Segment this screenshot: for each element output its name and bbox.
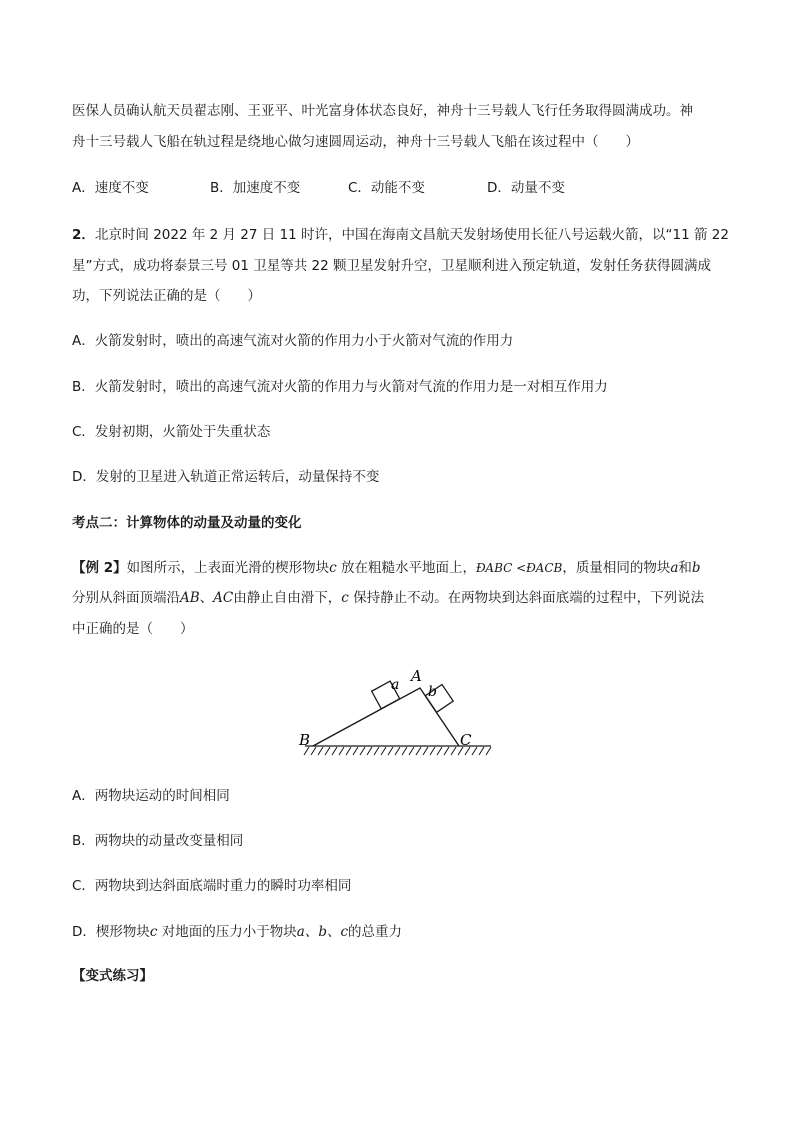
block-a-label: a [391, 677, 400, 693]
q2-option-a: A．火箭发射时，喷出的高速气流对火箭的作用力小于火箭对气流的作用力 [72, 333, 514, 349]
example2-text: 保持静止不动。在两物块到达斜面底端的过程中，下列说法 [353, 590, 705, 606]
example2-text: 分别从斜面顶端沿 [72, 590, 180, 606]
example2-text: 、 [199, 590, 214, 606]
vars-abc: a、b、c [296, 924, 349, 940]
example2-line-2 [72, 588, 704, 608]
var-c: c [149, 924, 158, 940]
vertex-c-label: C [460, 731, 472, 749]
q2-text-line-3: 功，下列说法正确的是（ ） [72, 288, 261, 304]
var-c: c [341, 590, 349, 606]
example2-line-3: 中正确的是（ ） [72, 621, 194, 637]
q1-text-line-1: 医保人员确认航天员翟志刚、王亚平、叶光富身体状态良好，神舟十三号载人飞行任务取得圆满成功。神 [72, 103, 693, 119]
example2-text: 和 [678, 560, 692, 576]
example-tag: 【例 2】 [72, 560, 127, 576]
var-b: b [691, 560, 701, 576]
segment-ab: AB [180, 590, 200, 606]
var-a: a [670, 560, 679, 576]
q2-text-line-2: 星”方式，成功将泰景三号 01 卫星等共 22 颗卫星发射升空，卫星顺利进入预定轨道，发射任务获得圆满成 [72, 258, 712, 274]
q1-option-a: A．速度不变 [72, 180, 149, 196]
block-b-label: b [428, 684, 437, 700]
vertex-a-label: A [411, 667, 422, 685]
option-d-text: D．楔形物块 [72, 924, 150, 940]
q2-line1-rest: 北京时间 2022 年 2 月 27 日 11 时许，中国在海南文昌航天发射场使用长征八号运载火箭，以“11 箭 22 [94, 227, 729, 243]
wedge-figure [295, 660, 505, 765]
q1-option-b: B．加速度不变 [210, 180, 301, 196]
q2-option-b: B．火箭发射时，喷出的高速气流对火箭的作用力与火箭对气流的作用力是一对相互作用力 [72, 379, 608, 395]
var-c: c [329, 560, 337, 576]
q1-option-c: C．动能不变 [348, 180, 425, 196]
option-d-text: 的总重力 [348, 924, 403, 940]
example2-text: 放在粗糙水平地面上， [340, 560, 476, 576]
example2-text: 如图所示，上表面光滑的楔形物块 [126, 560, 330, 576]
q2-option-c: C．发射初期，火箭处于失重状态 [72, 424, 271, 440]
practice-title: 【变式练习】 [72, 968, 153, 984]
angle-expression: ÐABC <ÐACB [475, 561, 563, 575]
example2-line-1 [72, 558, 701, 578]
segment-ac: AC [213, 590, 234, 606]
example2-text: 由静止自由滑下， [233, 590, 342, 606]
q2-option-d: D．发射的卫星进入轨道正常运转后，动量保持不变 [72, 469, 380, 485]
q2-text-line-1 [72, 225, 729, 245]
example2-option-c: C．两物块到达斜面底端时重力的瞬时功率相同 [72, 878, 352, 894]
example2-option-a: A．两物块运动的时间相同 [72, 788, 230, 804]
example2-text: ，质量相同的物块 [562, 560, 671, 576]
vertex-b-label: B [299, 731, 311, 749]
section-title: 考点二：计算物体的动量及动量的变化 [72, 515, 302, 531]
q1-option-d: D．动量不变 [487, 180, 565, 196]
q1-text-line-2: 舟十三号载人飞船在轨过程是绕地心做匀速圆周运动，神舟十三号载人飞船在该过程中（ ） [72, 134, 639, 150]
example2-option-d [72, 922, 402, 942]
example2-option-b: B．两物块的动量改变量相同 [72, 833, 244, 849]
option-d-text: 对地面的压力小于物块 [161, 924, 297, 940]
q2-number: 2． [72, 227, 95, 243]
